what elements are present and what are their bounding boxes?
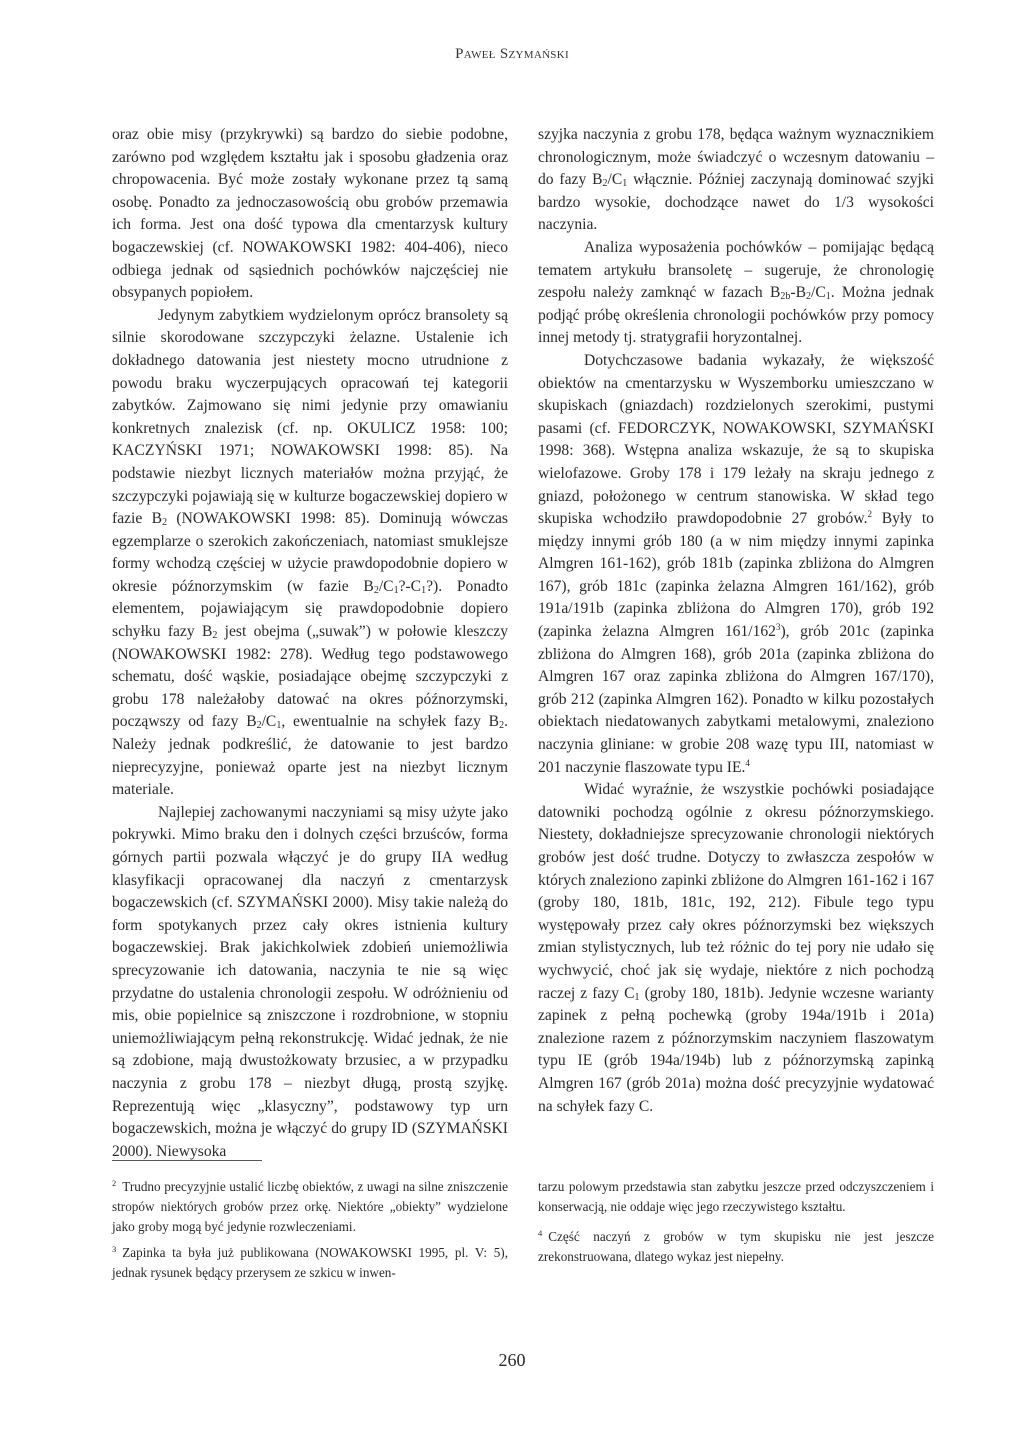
left-paragraph-3: Najlepiej zachowanymi naczyniami są misy użyte jako pokrywki. Mimo braku den i dolnych części brzuśców, forma górnych partii pozwala włączyć je do grupy IIA według klasyfikacji opracowanej dla naczyń z cmentarzysk bogaczewskich (cf. SZYMAŃSKI 2000). Misy takie należą do form spotykanych przez cały okres istnienia kultury bogaczewskiej. Brak jakichkolwiek zdobień uniemożliwia sprecyzowanie ich datowania, naczynia te nie są więc przydatne do ustalenia chronologii zespołu. W odróżnieniu od mis, obie popielnice są zniszczone i rozdrobnione, w stopniu uniemożliwiającym pełną rekonstrukcję. Widać jednak, że nie są zdobione, mają dwustożkowaty brzusiec, a w przypadku naczynia z grobu 178 – niezbyt długą, prostą szyjkę. Reprezentują więc „klasyczny”, podstawowy typ urn bogaczewskich, można je włączyć do grupy ID (SZYMAŃSKI 2000). Niewysoka (112, 803, 508, 1160)
footnote-text: Zapinka ta była już publikowana (NOWAKOWSKI 1995, pl. V: 5), jednak rysunek będący przerysem ze szkicu w inwen- (112, 1245, 508, 1280)
footnote-number: 3 (112, 1244, 117, 1254)
footnotes-column-left (112, 1177, 508, 1289)
footnote-number: 4 (538, 1228, 543, 1238)
page-number: 260 (498, 1350, 526, 1370)
footnote-text: Trudno precyzyjnie ustalić liczbę obiektów, z uwagi na silne zniszczenie stropów niektórych grobów przez orkę. Niektóre „obiekty” wydzielone jako groby mogą być jedynie rozwleczeniami. (112, 1179, 508, 1234)
footnote-3 (112, 1243, 508, 1283)
footnote-text: Część naczyń z grobów w tym skupisku nie jest jeszcze zrekonstruowana, dlatego wykaz jest niepełny. (538, 1229, 934, 1264)
body-column-left (112, 124, 508, 1163)
right-paragraph-1: szyjka naczynia z grobu 178, będąca ważnym wyznacznikiem chronologicznym, może świadczyć o wczesnym datowaniu – do fazy $B_2/C_1$ włącznie. Później zaczynają dominować szyjki bardzo wysokie, dochodzące nawet do 1/3 wysokości naczynia. (538, 126, 934, 234)
body-column-right (538, 124, 934, 1118)
running-header: Paweł Szymański (455, 46, 569, 62)
right-paragraph-2: Analiza wyposażenia pochówków – pomijając będącą tematem artykułu bransoletę – sugeruje, że chronologię zespołu należy zamknąć w fazach $B_{2b}-B_2/C_1$. Można jednak podjąć próbę określenia chronologii pochówków przy pomocy innej metody tj. stratygrafii horyzontalnej. (538, 238, 935, 347)
footnote-4 (538, 1227, 934, 1267)
left-paragraph-2: Jedynym zabytkiem wydzielonym oprócz bransolety są silnie skorodowane szczypczyki żelazne. Ustalenie ich dokładnego datowania jest niestety mocno utrudnione z powodu braku wyczerpujących opracowań tej kategorii zabytków. Zajmowano się nimi jedynie przy omawianiu konkretnych znalezisk (cf. np. OKULICZ 1958: 100; KACZYŃSKI 1971; NOWAKOWSKI 1998: 85). Na podstawie niezbyt licznych materiałów można przyjąć, że szczypczyki pojawiają się w kulturze bogaczewskiej dopiero w fazie $B_2$ (NOWAKOWSKI 1998: 85). Dominują wówczas egzemplarze o szerokich zakończeniach, natomiast smuklejsze formy wchodzą częściej w użycie prawdopodobnie dopiero w okresie późnorzymskim (w fazie $B_2/C_1?-C_1$?). Ponadto elementem, pojawiającym się prawdopodobnie dopiero schyłku fazy $B_2$ jest obejma („suwak”) w połowie kleszczy (NOWAKOWSKI 1982: 278). Według tego podstawowego schematu, dość wąskie, posiadające obejmę szczypczyki z grobu 178 należałoby datować na okres późnorzymski, począwszy od fazy $B_2/C_1$, ewentualnie na schyłek fazy $B_2$. Należy jednak podkreślić, że datowanie to jest bardzo nieprecyzyjne, ponieważ oparte jest na niezbyt licznym materiale. (112, 306, 508, 799)
left-paragraph-1: oraz obie misy (przykrywki) są bardzo do siebie podobne, zarówno pod względem kształtu jak i sposobu gładzenia oraz chropowacenia. Być może zostały wykonane przez tą samą osobę. Ponadto za jednoczasowością obu grobów przemawia ich forma. Jest ona dość typowa dla cmentarzysk kultury bogaczewskiej (cf. NOWAKOWSKI 1982: 404-406), nieco odbiega jednak od sąsiednich pochówków najczęściej nie obsypanych popiołem. (112, 126, 508, 302)
footnote-separator (112, 1160, 262, 1161)
right-paragraph-4: Widać wyraźnie, że wszystkie pochówki posiadające datowniki pochodzą ogólnie z okresu późnorzymskiego. Niestety, dokładniejsze sprecyzowanie chronologii niektórych grobów jest dość trudne. Dotyczy to zwłaszcza zespołów w których znaleziono zapinki zbliżone do Almgren 161-162 i 167 (groby 180, 181b, 181c, 192, 212). Fibule tego typu występowały przez cały okres późnorzymski bez większych zmian stylistycznych, lub też różnic do tej pory nie udało się wychwycić, choć jak się wydaje, niektóre z nich pochodzą raczej z fazy $C_1$ (groby 180, 181b). Jedynie wczesne warianty zapinek z pełną pochewką (groby 194a/191b i 201a) znalezione razem z późnorzymskim naczyniem flaszowatym typu IE (grób 194a/194b) lub z późnorzymską zapinką Almgren 167 (grób 201a) można dość precyzyjnie wydatować na schyłek fazy C. (538, 781, 934, 1115)
footnote-3-continued: tarzu polowym przedstawia stan zabytku jeszcze przed odczyszczeniem i konserwacją, nie oddaje więc jego rzeczywistego kształtu. (538, 1179, 934, 1214)
footnote-number: 2 (112, 1178, 117, 1188)
footnote-2 (112, 1177, 508, 1237)
right-paragraph-3: Dotychczasowe badania wykazały, że większość obiektów na cmentarzysku w Wyszemborku umieszczano w skupiskach (gniazdach) rozdzielonych szerokimi, pustymi pasami (cf. FEDORCZYK, NOWAKOWSKI, SZYMAŃSKI 1998: 368). Wstępna analiza wskazuje, że są to skupiska wielofazowe. Groby 178 i 179 leżały na skraju jednego z gniazd, położonego w centrum stanowiska. W skład tego skupiska wchodziło prawdopodobnie 27 grobów.$^2$ Były to między innymi grób 180 (a w nim między innymi zapinka Almgren 161-162), grób 181b (zapinka zbliżona do Almgren 167), grób 181c (zapinka żelazna Almgren 161/162), grób 191a/191b (zapinka zbliżona do Almgren 170), grób 192 (zapinka żelazna Almgren $161/162^3$), grób 201c (zapinka zbliżona do Almgren 168), grób 201a (zapinka zbliżona do Almgren 167 oraz zapinka zbliżona do Almgren 167/170), grób 212 (zapinka Almgren 162). Ponadto w kilku pozostałych obiektach niedatowanych zabytkami metalowymi, znaleziono naczynia gliniane: w grobie 208 wazę typu III, natomiast w 201 naczynie flaszowate typu IE.$^4$ (538, 351, 934, 776)
footnotes-column-right (538, 1177, 934, 1273)
